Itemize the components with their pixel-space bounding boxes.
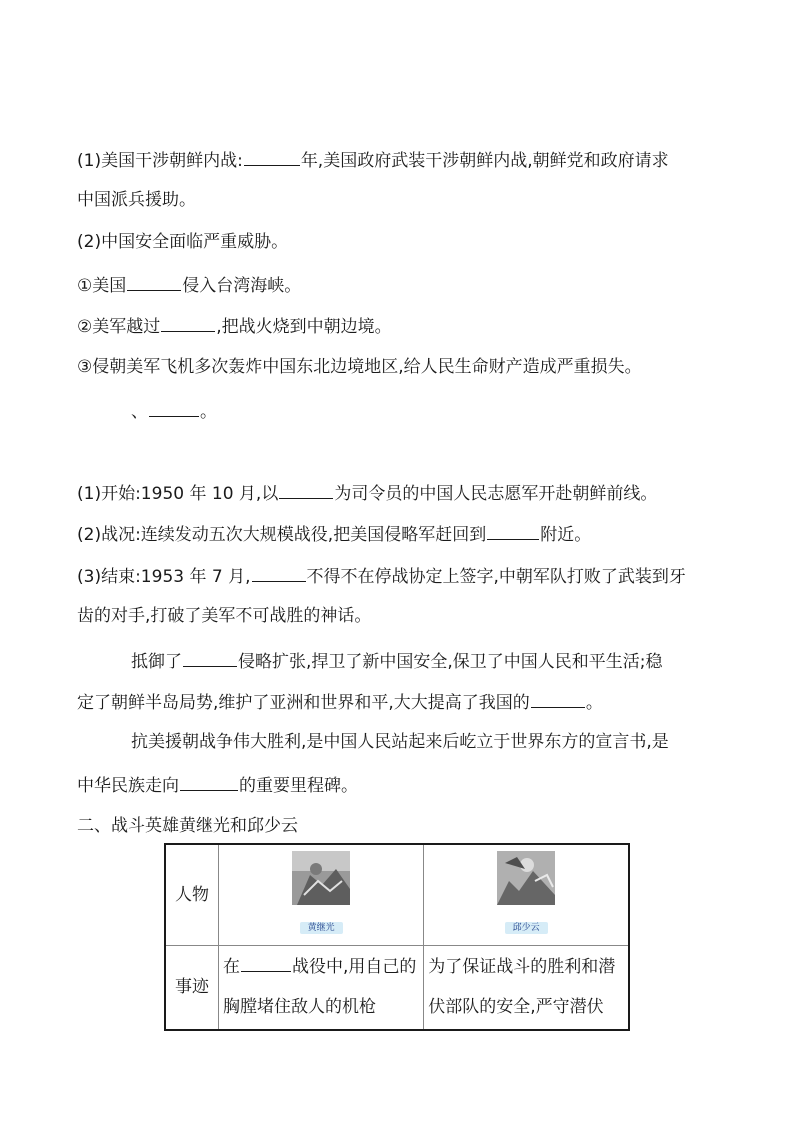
answer-blank[interactable] bbox=[183, 648, 237, 667]
text: 、 bbox=[131, 402, 148, 422]
answer-blank[interactable] bbox=[252, 563, 306, 582]
hero1-deed bbox=[219, 946, 424, 1030]
hero2-deed: 为了保证战斗的胜利和潜伏部队的安全,严守潜伏 bbox=[424, 946, 629, 1030]
line-battle bbox=[77, 521, 591, 547]
line-end bbox=[77, 563, 686, 589]
text: 不得不在停战协定上签字,中朝军队打败了武装到牙 bbox=[306, 567, 686, 587]
hero1-photo-cell bbox=[219, 844, 424, 946]
line-security-threat bbox=[77, 230, 288, 254]
line-taiwan-strait bbox=[77, 272, 301, 298]
line-myth bbox=[77, 604, 371, 628]
text: 齿的对手,打破了美军不可战胜的神话。 bbox=[77, 606, 372, 626]
line-declaration bbox=[131, 730, 669, 754]
line-milestone bbox=[77, 772, 358, 798]
line-significance-1 bbox=[131, 648, 663, 674]
answer-blank[interactable] bbox=[180, 772, 238, 791]
text: 中华民族走向 bbox=[77, 776, 179, 796]
text: (2)中国安全面临严重威胁。 bbox=[77, 232, 289, 252]
text: 侵入台湾海峡。 bbox=[182, 276, 302, 296]
line-start bbox=[77, 480, 657, 506]
hero1-photo bbox=[292, 851, 350, 905]
text: 中国派兵援助。 bbox=[77, 190, 196, 210]
hero2-photo bbox=[497, 851, 555, 905]
text: ③侵朝美军飞机多次轰炸中国东北边境地区,给人民生命财产造成严重损失。 bbox=[77, 357, 642, 377]
section-title-text: 二、战斗英雄黄继光和邱少云 bbox=[77, 816, 298, 836]
text: (2)战况:连续发动五次大规模战役,把美国侵略军赶回到 bbox=[77, 525, 487, 545]
text: 抵御了 bbox=[131, 652, 182, 672]
text: 附近。 bbox=[540, 525, 592, 545]
table-row-deeds bbox=[165, 946, 629, 1030]
answer-blank[interactable] bbox=[279, 480, 333, 499]
answer-blank[interactable] bbox=[127, 272, 181, 291]
line-blank-pair bbox=[131, 398, 217, 424]
text: 。 bbox=[200, 402, 217, 422]
answer-blank[interactable] bbox=[531, 689, 585, 708]
line-cross-border bbox=[77, 313, 392, 339]
line-bombing bbox=[77, 355, 642, 379]
line-significance-2 bbox=[77, 689, 603, 715]
answer-blank[interactable] bbox=[149, 398, 199, 417]
text: 年,美国政府武装干涉朝鲜内战,朝鲜党和政府请求 bbox=[300, 151, 669, 171]
row-head-deeds: 事迹 bbox=[165, 946, 219, 1030]
section-title-heroes bbox=[77, 814, 298, 838]
answer-blank[interactable] bbox=[487, 521, 539, 540]
answer-blank[interactable] bbox=[241, 953, 291, 972]
text: (3)结束:1953 年 7 月, bbox=[77, 567, 251, 587]
text: ②美军越过 bbox=[77, 317, 161, 337]
line-request-aid bbox=[77, 188, 196, 212]
text: 抗美援朝战争伟大胜利,是中国人民站起来后屹立于世界东方的宣言书,是 bbox=[131, 732, 669, 752]
text: 在 bbox=[223, 957, 240, 978]
line-us-intervention bbox=[77, 147, 669, 173]
text: 侵略扩张,捍卫了新中国安全,保卫了中国人民和平生活;稳 bbox=[238, 652, 663, 672]
hero1-caption: 黄继光 bbox=[300, 922, 343, 934]
text: ,把战火烧到中朝边境。 bbox=[216, 317, 392, 337]
text: 为司令员的中国人民志愿军开赴朝鲜前线。 bbox=[334, 484, 658, 504]
answer-blank[interactable] bbox=[244, 147, 300, 166]
table-row-person bbox=[165, 844, 629, 946]
text: ①美国 bbox=[77, 276, 127, 296]
text: (1)开始:1950 年 10 月,以 bbox=[77, 484, 279, 504]
answer-blank[interactable] bbox=[161, 313, 215, 332]
heroes-table bbox=[164, 843, 630, 1031]
text: 定了朝鲜半岛局势,维护了亚洲和世界和平,大大提高了我国的 bbox=[77, 693, 530, 713]
row-head-person: 人物 bbox=[165, 844, 219, 946]
hero2-photo-cell bbox=[424, 844, 629, 946]
text: 战役中,用自己的胸膛堵住敌人的机枪 bbox=[223, 957, 417, 1018]
hero2-caption: 邱少云 bbox=[505, 922, 548, 934]
text: 的重要里程碑。 bbox=[239, 776, 358, 796]
text: (1)美国干涉朝鲜内战: bbox=[77, 151, 243, 171]
text: 。 bbox=[585, 693, 603, 713]
